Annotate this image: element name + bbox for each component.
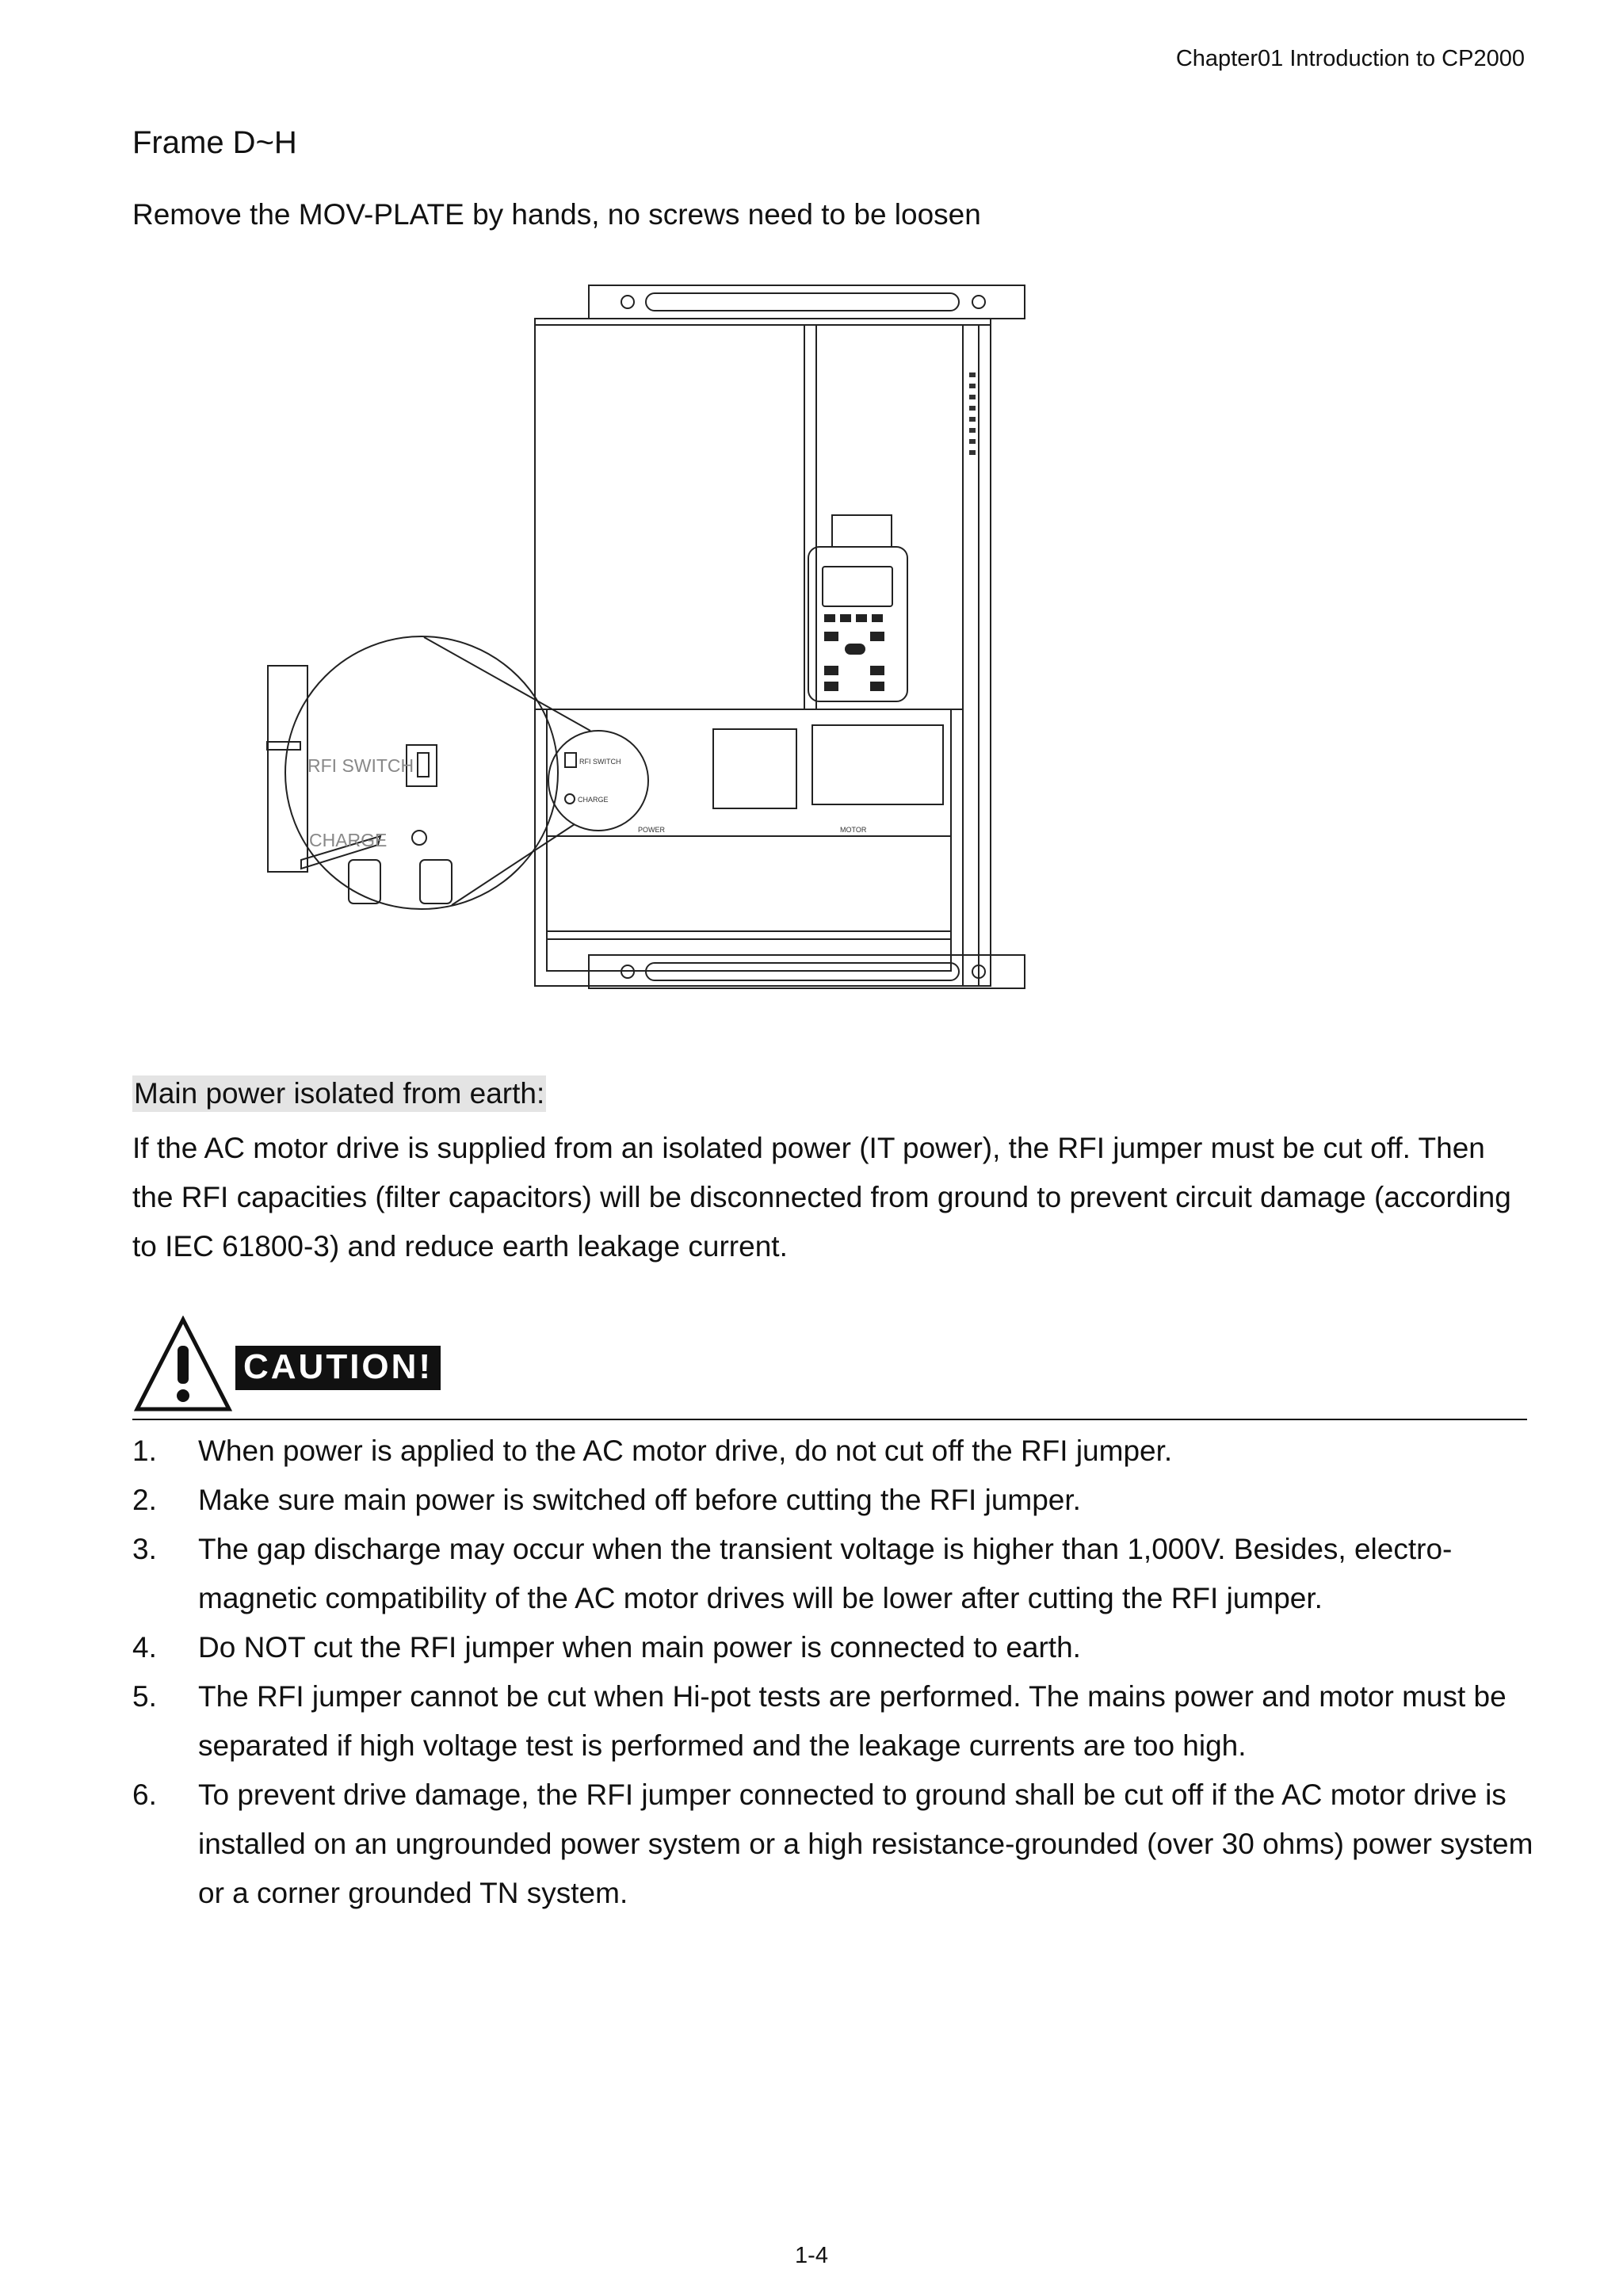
list-item [132,1672,1535,1771]
list-item-number: 1. [132,1435,157,1467]
list-item [132,1525,1535,1623]
list-item [132,1427,1535,1476]
list-item-text: Make sure main power is switched off before cutting the RFI jumper. [198,1484,1081,1516]
drive-charge-label: CHARGE [578,796,609,804]
list-item-number: 5. [132,1680,157,1713]
magnified-charge-label: CHARGE [309,830,388,850]
list-item [132,1771,1535,1918]
page-number: 1-4 [795,2243,828,2268]
chapter-header: Chapter01 Introduction to CP2000 [1175,46,1525,71]
drive-line-drawing [143,277,1038,1022]
caution-header [132,1316,1527,1419]
list-item-number: 4. [132,1631,157,1664]
drive-power-label: POWER [638,826,666,834]
intro-text: Remove the MOV-PLATE by hands, no screws need to be loosen [132,198,981,231]
main-power-heading: Main power isolated from earth: [132,1075,546,1112]
drive-motor-label: MOTOR [840,826,867,834]
caution-label: CAUTION! [235,1346,441,1390]
list-item [132,1623,1535,1672]
warning-triangle-icon [134,1316,233,1415]
list-item-text: When power is applied to the AC motor drive, do not cut off the RFI jumper. [198,1435,1173,1467]
section-title: Frame D~H [132,125,297,160]
list-item-text: To prevent drive damage, the RFI jumper connected to ground shall be cut off if the AC motor drive is installed on an ungrounded power system or a high resistance-grounded (over 30 ohms) power system or a corner grounded TN system. [198,1778,1533,1909]
list-item-text: The RFI jumper cannot be cut when Hi-pot tests are performed. The mains power and motor must be separated if high voltage test is performed and the leakage currents are too high. [198,1680,1507,1762]
caution-list [132,1427,1535,1918]
main-power-paragraph: If the AC motor drive is supplied from an isolated power (IT power), the RFI jumper must be cut off. Then the RFI capacities (filter capacitors) will be disconnected from ground to prevent circuit damage (according to IEC 61800-3) and reduce earth leakage current. [132,1132,1511,1263]
list-item-number: 2. [132,1484,157,1516]
list-item-text: The gap discharge may occur when the transient voltage is higher than 1,000V. Besides, electro-magnetic compatibility of the AC motor drives will be lower after cutting the RFI jumper. [198,1533,1453,1614]
list-item [132,1476,1535,1525]
magnified-rfi-switch-label: RFI SWITCH [307,755,414,776]
list-item-number: 6. [132,1778,157,1811]
list-item-text: Do NOT cut the RFI jumper when main power is connected to earth. [198,1631,1081,1664]
drive-figure [143,277,1038,1022]
caution-divider [132,1419,1527,1420]
drive-rfi-switch-label: RFI SWITCH [579,758,621,766]
list-item-number: 3. [132,1533,157,1565]
